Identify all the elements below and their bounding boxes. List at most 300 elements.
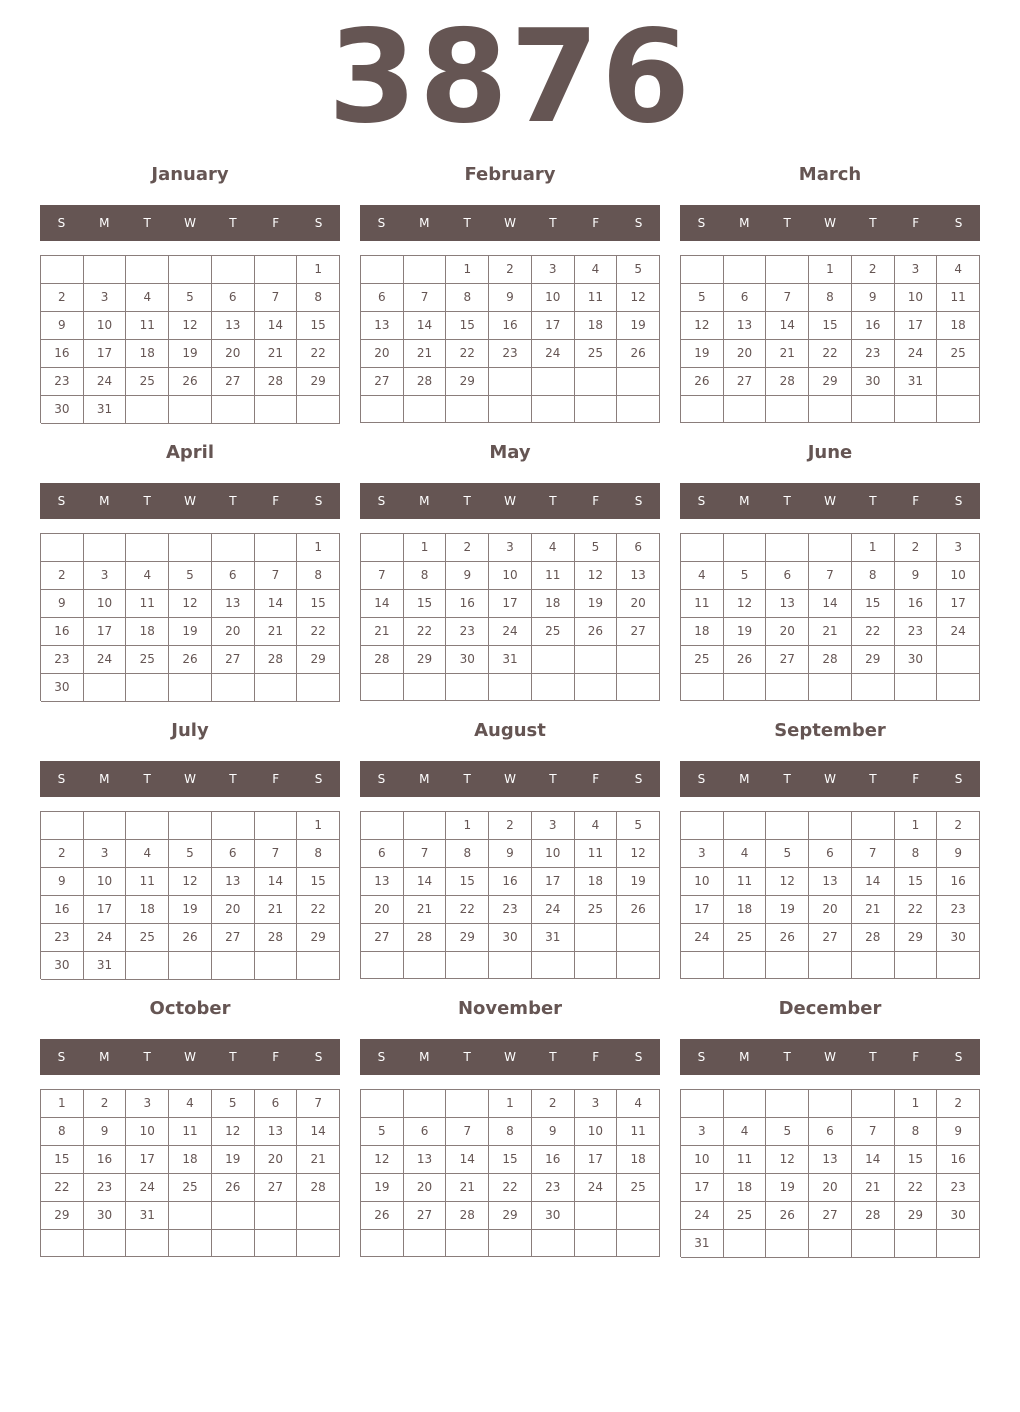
day-cell: 31 bbox=[532, 924, 575, 952]
day-cell: 3 bbox=[84, 840, 127, 868]
day-cell: 1 bbox=[41, 1090, 84, 1118]
day-cell: 28 bbox=[404, 924, 447, 952]
day-cell: 1 bbox=[489, 1090, 532, 1118]
empty-cell bbox=[212, 812, 255, 840]
weekday-label: T bbox=[869, 772, 877, 786]
weekday-label: T bbox=[783, 1050, 791, 1064]
day-cell: 13 bbox=[809, 868, 852, 896]
day-cell: 19 bbox=[169, 340, 212, 368]
day-cell: 28 bbox=[852, 924, 895, 952]
empty-cell bbox=[766, 952, 809, 979]
day-cell: 26 bbox=[212, 1174, 255, 1202]
day-cell: 9 bbox=[41, 312, 84, 340]
day-cell: 28 bbox=[404, 368, 447, 396]
day-cell: 24 bbox=[532, 896, 575, 924]
day-cell: 25 bbox=[724, 1202, 767, 1230]
day-cell: 3 bbox=[126, 1090, 169, 1118]
empty-cell bbox=[766, 1090, 809, 1118]
weekday-label: S bbox=[314, 216, 323, 230]
empty-cell bbox=[446, 674, 489, 701]
day-cell: 9 bbox=[489, 284, 532, 312]
day-cell: 21 bbox=[852, 896, 895, 924]
month-title: May bbox=[489, 442, 531, 463]
day-cell: 14 bbox=[255, 590, 298, 618]
day-cell: 13 bbox=[361, 868, 404, 896]
day-cell: 20 bbox=[724, 340, 767, 368]
day-cell: 25 bbox=[532, 618, 575, 646]
empty-cell bbox=[169, 534, 212, 562]
day-cell: 31 bbox=[84, 952, 127, 980]
day-cell: 28 bbox=[255, 368, 298, 396]
day-cell: 9 bbox=[852, 284, 895, 312]
day-cell: 19 bbox=[766, 896, 809, 924]
day-cell: 30 bbox=[937, 924, 980, 952]
day-cell: 2 bbox=[41, 562, 84, 590]
day-cell: 28 bbox=[255, 924, 298, 952]
weekday-header bbox=[680, 761, 980, 797]
day-cell: 10 bbox=[937, 562, 980, 590]
day-grid bbox=[360, 533, 660, 701]
weekday-header bbox=[40, 483, 340, 519]
day-cell: 1 bbox=[404, 534, 447, 562]
day-cell: 16 bbox=[852, 312, 895, 340]
day-cell: 18 bbox=[169, 1146, 212, 1174]
day-cell: 31 bbox=[84, 396, 127, 424]
empty-cell bbox=[852, 1230, 895, 1258]
weekday-label: T bbox=[869, 216, 877, 230]
day-cell: 24 bbox=[937, 618, 980, 646]
day-cell: 26 bbox=[766, 924, 809, 952]
day-cell: 29 bbox=[489, 1202, 532, 1230]
day-cell: 23 bbox=[852, 340, 895, 368]
weekday-label: W bbox=[504, 1050, 516, 1064]
weekday-label: T bbox=[143, 494, 151, 508]
day-cell: 4 bbox=[126, 562, 169, 590]
empty-cell bbox=[937, 952, 980, 979]
day-cell: 2 bbox=[895, 534, 938, 562]
day-cell: 23 bbox=[489, 896, 532, 924]
weekday-label: W bbox=[824, 772, 836, 786]
day-cell: 16 bbox=[895, 590, 938, 618]
day-cell: 20 bbox=[361, 340, 404, 368]
day-cell: 19 bbox=[169, 896, 212, 924]
day-cell: 12 bbox=[766, 868, 809, 896]
day-cell: 9 bbox=[84, 1118, 127, 1146]
day-cell: 30 bbox=[446, 646, 489, 674]
day-cell: 2 bbox=[489, 256, 532, 284]
day-cell: 20 bbox=[212, 896, 255, 924]
day-cell: 14 bbox=[404, 868, 447, 896]
day-cell: 30 bbox=[41, 396, 84, 424]
day-cell: 5 bbox=[766, 840, 809, 868]
day-cell: 3 bbox=[895, 256, 938, 284]
weekday-header bbox=[680, 1039, 980, 1075]
day-cell: 30 bbox=[84, 1202, 127, 1230]
empty-cell bbox=[404, 674, 447, 701]
empty-cell bbox=[617, 924, 660, 952]
day-cell: 20 bbox=[255, 1146, 298, 1174]
weekday-label: T bbox=[783, 772, 791, 786]
month-title: April bbox=[165, 442, 215, 463]
day-cell: 16 bbox=[532, 1146, 575, 1174]
empty-cell bbox=[361, 812, 404, 840]
day-cell: 5 bbox=[724, 562, 767, 590]
day-cell: 21 bbox=[446, 1174, 489, 1202]
month-title: February bbox=[464, 164, 556, 185]
weekday-label: F bbox=[272, 494, 280, 508]
weekday-label: T bbox=[463, 216, 471, 230]
day-cell: 27 bbox=[809, 1202, 852, 1230]
day-cell: 23 bbox=[446, 618, 489, 646]
empty-cell bbox=[809, 812, 852, 840]
day-cell: 27 bbox=[617, 618, 660, 646]
empty-cell bbox=[212, 952, 255, 980]
day-cell: 13 bbox=[766, 590, 809, 618]
weekday-label: T bbox=[549, 494, 557, 508]
day-cell: 13 bbox=[255, 1118, 298, 1146]
day-cell: 22 bbox=[809, 340, 852, 368]
day-cell: 25 bbox=[681, 646, 724, 674]
empty-cell bbox=[361, 396, 404, 423]
day-cell: 21 bbox=[809, 618, 852, 646]
day-cell: 15 bbox=[41, 1146, 84, 1174]
day-cell: 9 bbox=[937, 1118, 980, 1146]
day-cell: 17 bbox=[126, 1146, 169, 1174]
day-cell: 29 bbox=[446, 368, 489, 396]
weekday-label: F bbox=[272, 772, 280, 786]
empty-cell bbox=[809, 1090, 852, 1118]
empty-cell bbox=[169, 256, 212, 284]
weekday-label: S bbox=[314, 1050, 323, 1064]
empty-cell bbox=[575, 674, 618, 701]
month-title: March bbox=[798, 164, 862, 185]
day-cell: 30 bbox=[895, 646, 938, 674]
day-cell: 26 bbox=[361, 1202, 404, 1230]
day-cell: 28 bbox=[361, 646, 404, 674]
day-cell: 24 bbox=[681, 1202, 724, 1230]
day-cell: 15 bbox=[297, 312, 340, 340]
empty-cell bbox=[937, 368, 980, 396]
day-cell: 8 bbox=[895, 1118, 938, 1146]
day-cell: 22 bbox=[404, 618, 447, 646]
weekday-label: W bbox=[824, 494, 836, 508]
day-cell: 13 bbox=[617, 562, 660, 590]
day-cell: 19 bbox=[575, 590, 618, 618]
day-cell: 26 bbox=[617, 896, 660, 924]
empty-cell bbox=[297, 674, 340, 702]
day-cell: 16 bbox=[489, 868, 532, 896]
day-cell: 26 bbox=[766, 1202, 809, 1230]
empty-cell bbox=[809, 534, 852, 562]
day-cell: 17 bbox=[489, 590, 532, 618]
weekday-label: F bbox=[592, 494, 600, 508]
weekday-label: F bbox=[592, 772, 600, 786]
weekday-label: W bbox=[504, 494, 516, 508]
empty-cell bbox=[937, 396, 980, 423]
day-cell: 7 bbox=[297, 1090, 340, 1118]
day-cell: 6 bbox=[809, 1118, 852, 1146]
weekday-label: M bbox=[739, 216, 750, 230]
day-cell: 6 bbox=[255, 1090, 298, 1118]
day-cell: 12 bbox=[724, 590, 767, 618]
empty-cell bbox=[446, 952, 489, 979]
weekday-label: S bbox=[634, 1050, 643, 1064]
empty-cell bbox=[404, 256, 447, 284]
day-grid bbox=[360, 255, 660, 423]
weekday-label: F bbox=[272, 216, 280, 230]
empty-cell bbox=[724, 1090, 767, 1118]
weekday-label: S bbox=[634, 494, 643, 508]
day-cell: 11 bbox=[617, 1118, 660, 1146]
empty-cell bbox=[937, 1230, 980, 1258]
empty-cell bbox=[852, 952, 895, 979]
weekday-label: F bbox=[912, 1050, 920, 1064]
empty-cell bbox=[532, 646, 575, 674]
empty-cell bbox=[126, 952, 169, 980]
empty-cell bbox=[169, 1230, 212, 1257]
day-cell: 11 bbox=[169, 1118, 212, 1146]
empty-cell bbox=[255, 1230, 298, 1257]
day-cell: 14 bbox=[446, 1146, 489, 1174]
day-cell: 21 bbox=[297, 1146, 340, 1174]
weekday-header bbox=[360, 483, 660, 519]
empty-cell bbox=[297, 952, 340, 980]
day-cell: 14 bbox=[255, 868, 298, 896]
day-cell: 25 bbox=[126, 646, 169, 674]
day-cell: 12 bbox=[681, 312, 724, 340]
empty-cell bbox=[724, 674, 767, 701]
empty-cell bbox=[681, 952, 724, 979]
day-cell: 4 bbox=[169, 1090, 212, 1118]
day-cell: 18 bbox=[575, 868, 618, 896]
empty-cell bbox=[575, 924, 618, 952]
day-cell: 2 bbox=[446, 534, 489, 562]
day-cell: 24 bbox=[681, 924, 724, 952]
day-cell: 18 bbox=[575, 312, 618, 340]
weekday-label: S bbox=[377, 772, 386, 786]
weekday-label: T bbox=[229, 1050, 237, 1064]
day-cell: 29 bbox=[297, 646, 340, 674]
day-cell: 29 bbox=[404, 646, 447, 674]
weekday-label: W bbox=[184, 216, 196, 230]
empty-cell bbox=[361, 1230, 404, 1257]
day-cell: 12 bbox=[617, 840, 660, 868]
empty-cell bbox=[404, 812, 447, 840]
day-cell: 2 bbox=[84, 1090, 127, 1118]
day-cell: 18 bbox=[532, 590, 575, 618]
year-title: 3876 bbox=[327, 3, 693, 152]
day-grid bbox=[360, 811, 660, 979]
empty-cell bbox=[126, 1230, 169, 1257]
day-cell: 29 bbox=[297, 924, 340, 952]
day-cell: 4 bbox=[724, 1118, 767, 1146]
empty-cell bbox=[895, 1230, 938, 1258]
empty-cell bbox=[212, 674, 255, 702]
empty-cell bbox=[212, 1230, 255, 1257]
day-cell: 15 bbox=[895, 868, 938, 896]
weekday-label: M bbox=[419, 1050, 430, 1064]
empty-cell bbox=[617, 396, 660, 423]
day-cell: 16 bbox=[489, 312, 532, 340]
empty-cell bbox=[724, 396, 767, 423]
day-cell: 28 bbox=[809, 646, 852, 674]
empty-cell bbox=[681, 534, 724, 562]
weekday-label: F bbox=[592, 1050, 600, 1064]
day-cell: 11 bbox=[575, 284, 618, 312]
day-cell: 9 bbox=[41, 590, 84, 618]
day-grid bbox=[40, 1089, 340, 1257]
empty-cell bbox=[937, 674, 980, 701]
day-cell: 8 bbox=[41, 1118, 84, 1146]
weekday-label: W bbox=[824, 216, 836, 230]
day-cell: 5 bbox=[575, 534, 618, 562]
empty-cell bbox=[212, 256, 255, 284]
day-cell: 29 bbox=[809, 368, 852, 396]
day-cell: 8 bbox=[446, 284, 489, 312]
day-cell: 20 bbox=[404, 1174, 447, 1202]
day-cell: 7 bbox=[766, 284, 809, 312]
day-cell: 30 bbox=[41, 952, 84, 980]
day-cell: 17 bbox=[84, 340, 127, 368]
weekday-label: S bbox=[57, 494, 66, 508]
empty-cell bbox=[255, 674, 298, 702]
day-cell: 11 bbox=[937, 284, 980, 312]
day-cell: 27 bbox=[255, 1174, 298, 1202]
day-cell: 27 bbox=[212, 646, 255, 674]
day-cell: 23 bbox=[937, 896, 980, 924]
day-grid bbox=[680, 533, 980, 701]
weekday-label: M bbox=[99, 216, 110, 230]
weekday-label: F bbox=[272, 1050, 280, 1064]
weekday-label: F bbox=[912, 772, 920, 786]
weekday-label: W bbox=[824, 1050, 836, 1064]
day-cell: 25 bbox=[575, 896, 618, 924]
day-cell: 27 bbox=[361, 924, 404, 952]
empty-cell bbox=[404, 1230, 447, 1257]
day-cell: 23 bbox=[41, 646, 84, 674]
day-cell: 18 bbox=[126, 618, 169, 646]
day-cell: 29 bbox=[41, 1202, 84, 1230]
weekday-label: F bbox=[592, 216, 600, 230]
day-cell: 6 bbox=[617, 534, 660, 562]
day-cell: 27 bbox=[212, 368, 255, 396]
empty-cell bbox=[361, 674, 404, 701]
empty-cell bbox=[126, 812, 169, 840]
day-cell: 22 bbox=[489, 1174, 532, 1202]
day-cell: 14 bbox=[809, 590, 852, 618]
day-cell: 3 bbox=[532, 256, 575, 284]
day-cell: 7 bbox=[404, 284, 447, 312]
empty-cell bbox=[766, 396, 809, 423]
day-cell: 23 bbox=[937, 1174, 980, 1202]
day-cell: 31 bbox=[681, 1230, 724, 1258]
weekday-label: W bbox=[184, 772, 196, 786]
weekday-label: T bbox=[549, 1050, 557, 1064]
weekday-label: T bbox=[549, 772, 557, 786]
day-cell: 10 bbox=[84, 868, 127, 896]
weekday-label: W bbox=[184, 494, 196, 508]
empty-cell bbox=[617, 368, 660, 396]
empty-cell bbox=[41, 812, 84, 840]
day-cell: 16 bbox=[446, 590, 489, 618]
day-cell: 7 bbox=[361, 562, 404, 590]
day-cell: 6 bbox=[766, 562, 809, 590]
day-cell: 7 bbox=[255, 840, 298, 868]
day-cell: 8 bbox=[404, 562, 447, 590]
day-cell: 1 bbox=[852, 534, 895, 562]
weekday-label: T bbox=[143, 772, 151, 786]
empty-cell bbox=[532, 396, 575, 423]
day-cell: 6 bbox=[361, 284, 404, 312]
day-cell: 28 bbox=[446, 1202, 489, 1230]
day-cell: 2 bbox=[852, 256, 895, 284]
day-cell: 17 bbox=[895, 312, 938, 340]
day-cell: 2 bbox=[41, 840, 84, 868]
day-cell: 29 bbox=[852, 646, 895, 674]
weekday-label: S bbox=[314, 772, 323, 786]
day-cell: 7 bbox=[255, 562, 298, 590]
day-cell: 6 bbox=[404, 1118, 447, 1146]
day-cell: 17 bbox=[681, 896, 724, 924]
empty-cell bbox=[41, 1230, 84, 1257]
weekday-label: W bbox=[184, 1050, 196, 1064]
empty-cell bbox=[489, 368, 532, 396]
day-cell: 4 bbox=[126, 284, 169, 312]
day-cell: 3 bbox=[489, 534, 532, 562]
day-cell: 11 bbox=[681, 590, 724, 618]
day-grid bbox=[40, 255, 340, 423]
empty-cell bbox=[724, 812, 767, 840]
weekday-label: M bbox=[419, 216, 430, 230]
day-cell: 26 bbox=[681, 368, 724, 396]
day-cell: 14 bbox=[852, 868, 895, 896]
day-cell: 5 bbox=[169, 840, 212, 868]
weekday-label: T bbox=[463, 494, 471, 508]
day-cell: 5 bbox=[617, 256, 660, 284]
empty-cell bbox=[489, 1230, 532, 1257]
day-cell: 10 bbox=[84, 590, 127, 618]
day-cell: 18 bbox=[937, 312, 980, 340]
day-cell: 20 bbox=[617, 590, 660, 618]
weekday-label: M bbox=[739, 772, 750, 786]
empty-cell bbox=[255, 256, 298, 284]
day-cell: 22 bbox=[852, 618, 895, 646]
day-cell: 9 bbox=[895, 562, 938, 590]
day-cell: 19 bbox=[617, 312, 660, 340]
day-cell: 12 bbox=[169, 868, 212, 896]
empty-cell bbox=[361, 256, 404, 284]
day-cell: 22 bbox=[895, 896, 938, 924]
day-cell: 7 bbox=[852, 1118, 895, 1146]
day-cell: 7 bbox=[255, 284, 298, 312]
empty-cell bbox=[852, 396, 895, 423]
day-cell: 25 bbox=[617, 1174, 660, 1202]
day-cell: 24 bbox=[84, 646, 127, 674]
day-cell: 17 bbox=[681, 1174, 724, 1202]
day-cell: 13 bbox=[404, 1146, 447, 1174]
weekday-label: W bbox=[504, 772, 516, 786]
weekday-label: T bbox=[229, 494, 237, 508]
day-cell: 26 bbox=[169, 368, 212, 396]
weekday-header bbox=[680, 205, 980, 241]
day-cell: 11 bbox=[575, 840, 618, 868]
day-cell: 20 bbox=[361, 896, 404, 924]
day-cell: 31 bbox=[895, 368, 938, 396]
day-cell: 23 bbox=[84, 1174, 127, 1202]
month-title: September bbox=[774, 720, 886, 741]
weekday-label: M bbox=[419, 494, 430, 508]
empty-cell bbox=[489, 674, 532, 701]
